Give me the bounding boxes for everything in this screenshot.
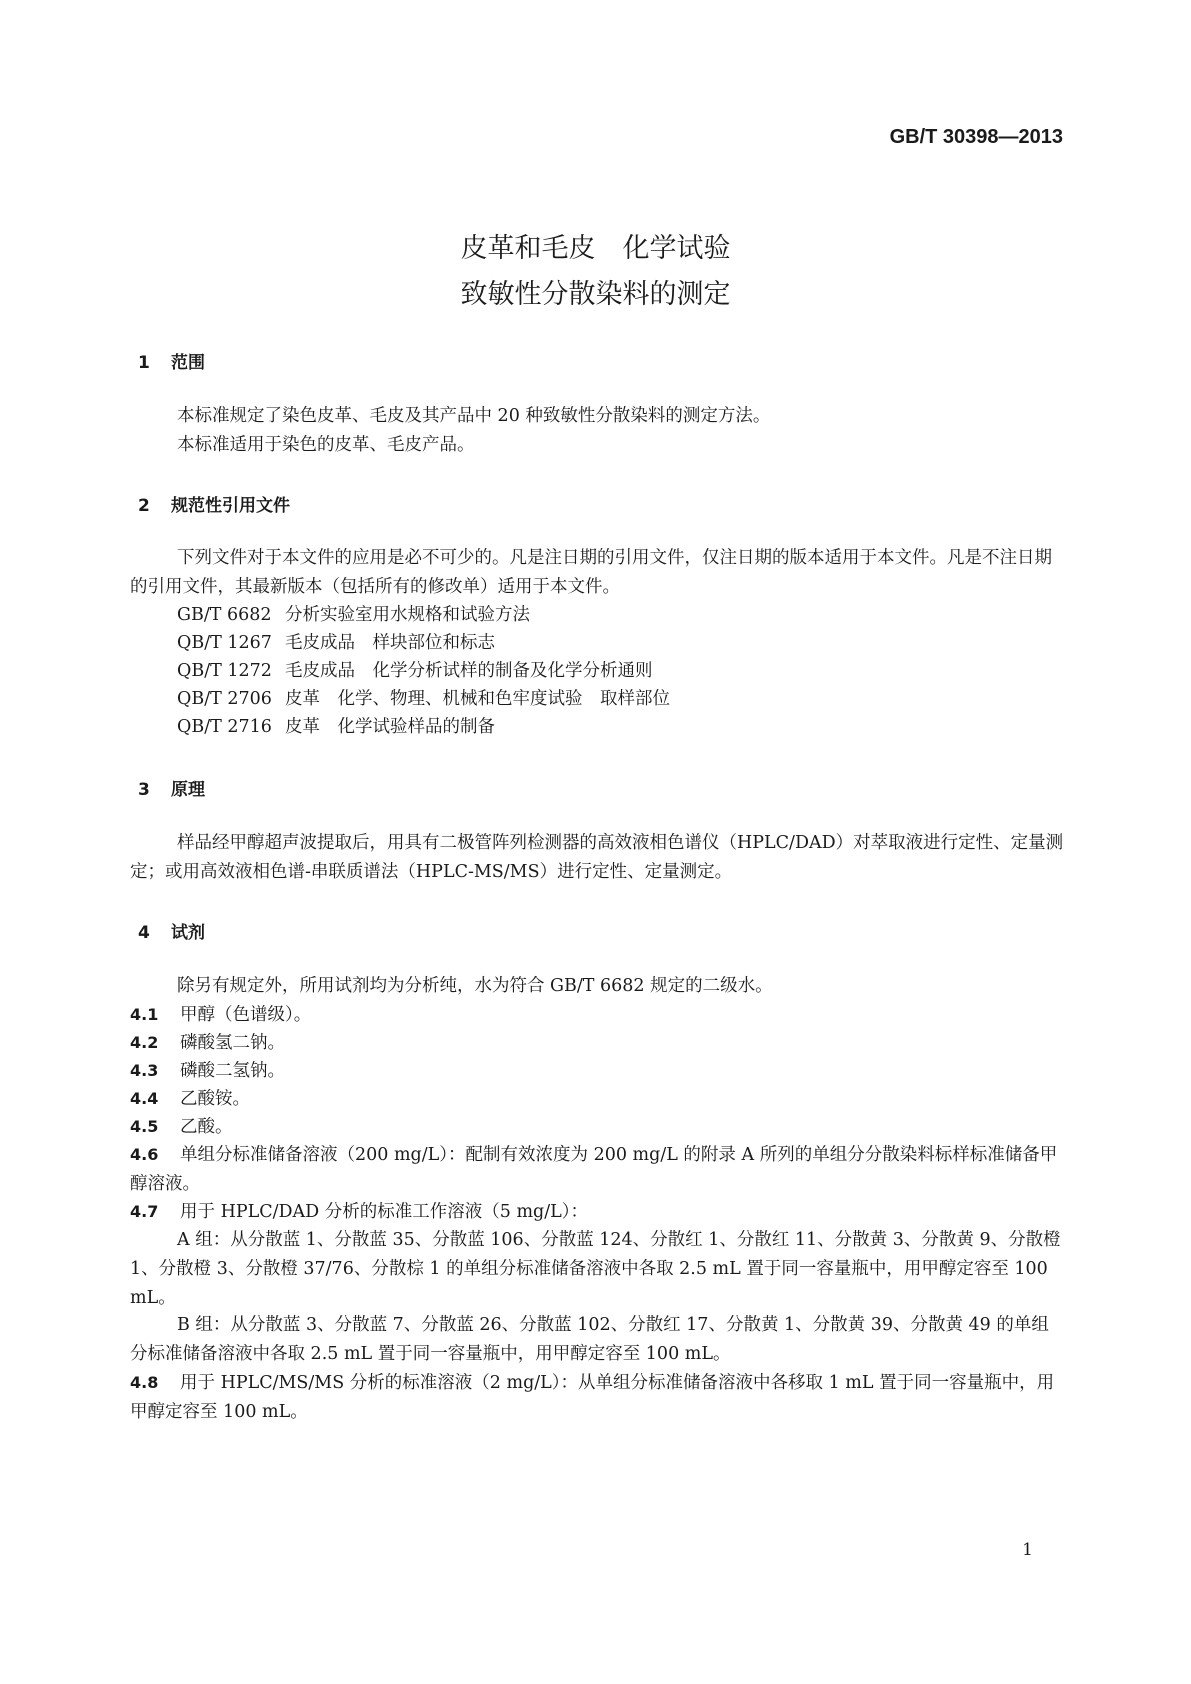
item-text: 乙酸铵。: [180, 1089, 250, 1109]
item-text: 磷酸二氢钠。: [180, 1061, 285, 1081]
reference-code: QB/T 1272: [177, 661, 272, 681]
item-number: 4.7: [130, 1202, 159, 1221]
section-heading-1: [138, 348, 205, 373]
principle-paragraph: 样品经甲醇超声波提取后，用具有二极管阵列检测器的高效液相色谱仪（HPLC/DAD）对萃取液进行定性、定量测定；或用高效液相色谱-串联质谱法（HPLC-MS/MS）进行定性、定量测定。: [130, 833, 1064, 882]
section-title: 试剂: [171, 923, 205, 943]
reference-item: [177, 629, 495, 658]
reference-code: QB/T 2706: [177, 689, 272, 709]
reagent-item: [130, 1084, 1064, 1114]
reference-item: [177, 601, 530, 630]
item-number: 4.1: [130, 1005, 159, 1024]
reference-title: 皮革 化学、物理、机械和色牢度试验 取样部位: [285, 689, 670, 709]
item-number: 4.5: [130, 1117, 159, 1136]
reference-title: 分析实验室用水规格和试验方法: [285, 605, 530, 625]
section-title: 规范性引用文件: [171, 496, 290, 516]
section-number: 2: [138, 496, 150, 516]
reagent-item: [130, 1112, 1064, 1142]
reagent-item: [130, 1140, 1064, 1199]
reference-code: GB/T 6682: [177, 605, 272, 625]
scope-paragraph-1: 本标准规定了染色皮革、毛皮及其产品中 20 种致敏性分散染料的测定方法。: [177, 406, 771, 426]
reagent-item: [130, 1000, 1064, 1030]
group-b-paragraph: B 组：从分散蓝 3、分散蓝 7、分散蓝 26、分散蓝 102、分散红 17、分散黄 1、分散黄 39、分散黄 49 的单组分标准储备溶液中各取 2.5 mL 置于同一容量瓶中，用甲醇定容至 100 mL。: [130, 1315, 1049, 1364]
section-number: 4: [138, 923, 150, 943]
reagents-intro: 除另有规定外，所用试剂均为分析纯，水为符合 GB/T 6682 规定的二级水。: [177, 976, 773, 996]
reference-title: 毛皮成品 样块部位和标志: [285, 633, 495, 653]
reference-code: QB/T 2716: [177, 717, 272, 737]
section-heading-4: [138, 918, 205, 943]
reference-item: [177, 685, 670, 714]
reagent-item: [130, 1028, 1064, 1058]
reagent-item: [130, 1368, 1064, 1427]
section-title: 范围: [171, 353, 205, 373]
item-text: 磷酸氢二钠。: [180, 1033, 285, 1053]
section-title: 原理: [171, 780, 205, 800]
item-text: 用于 HPLC/MS/MS 分析的标准溶液（2 mg/L）：从单组分标准储备溶液中各移取 1 mL 置于同一容量瓶中，用甲醇定容至 100 mL。: [130, 1373, 1055, 1422]
reference-item: [177, 657, 653, 686]
page-number: 1: [1022, 1540, 1033, 1560]
references-intro: 下列文件对于本文件的应用是必不可少的。凡是注日期的引用文件，仅注日期的版本适用于本文件。凡是不注日期的引用文件，其最新版本（包括所有的修改单）适用于本文件。: [130, 548, 1052, 597]
reference-title: 毛皮成品 化学分析试样的制备及化学分析通则: [285, 661, 653, 681]
item-text: 乙酸。: [180, 1117, 233, 1137]
scope-paragraph-2: 本标准适用于染色的皮革、毛皮产品。: [177, 435, 475, 455]
item-text: 用于 HPLC/DAD 分析的标准工作溶液（5 mg/L）：: [180, 1202, 589, 1222]
reagent-item: [130, 1197, 1064, 1227]
standard-number: GB/T 30398—2013: [889, 126, 1063, 148]
section-heading-3: [138, 775, 205, 800]
reference-title: 皮革 化学试验样品的制备: [285, 717, 495, 737]
item-number: 4.3: [130, 1061, 159, 1080]
item-text: 甲醇（色谱级）。: [180, 1005, 312, 1025]
document-title-line2: 致敏性分散染料的测定: [460, 279, 731, 310]
reference-code: QB/T 1267: [177, 633, 272, 653]
section-number: 1: [138, 353, 150, 373]
reference-item: [177, 713, 495, 742]
group-a-paragraph: A 组：从分散蓝 1、分散蓝 35、分散蓝 106、分散蓝 124、分散红 1、分散红 11、分散黄 3、分散黄 9、分散橙 1、分散橙 3、分散橙 37/76、分散棕 1 的单组分标准储备溶液中各取 2.5 mL 置于同一容量瓶中，用甲醇定容至 100 mL。: [130, 1230, 1061, 1308]
section-number: 3: [138, 780, 150, 800]
item-number: 4.2: [130, 1033, 159, 1052]
reagent-item: [130, 1056, 1064, 1086]
item-number: 4.6: [130, 1145, 159, 1164]
item-number: 4.4: [130, 1089, 159, 1108]
item-number: 4.8: [130, 1373, 159, 1392]
document-title-line1: 皮革和毛皮 化学试验: [460, 233, 731, 264]
item-text: 单组分标准储备溶液（200 mg/L）：配制有效浓度为 200 mg/L 的附录 A 所列的单组分分散染料标样标准储备甲醇溶液。: [130, 1145, 1058, 1194]
section-heading-2: [138, 491, 290, 516]
